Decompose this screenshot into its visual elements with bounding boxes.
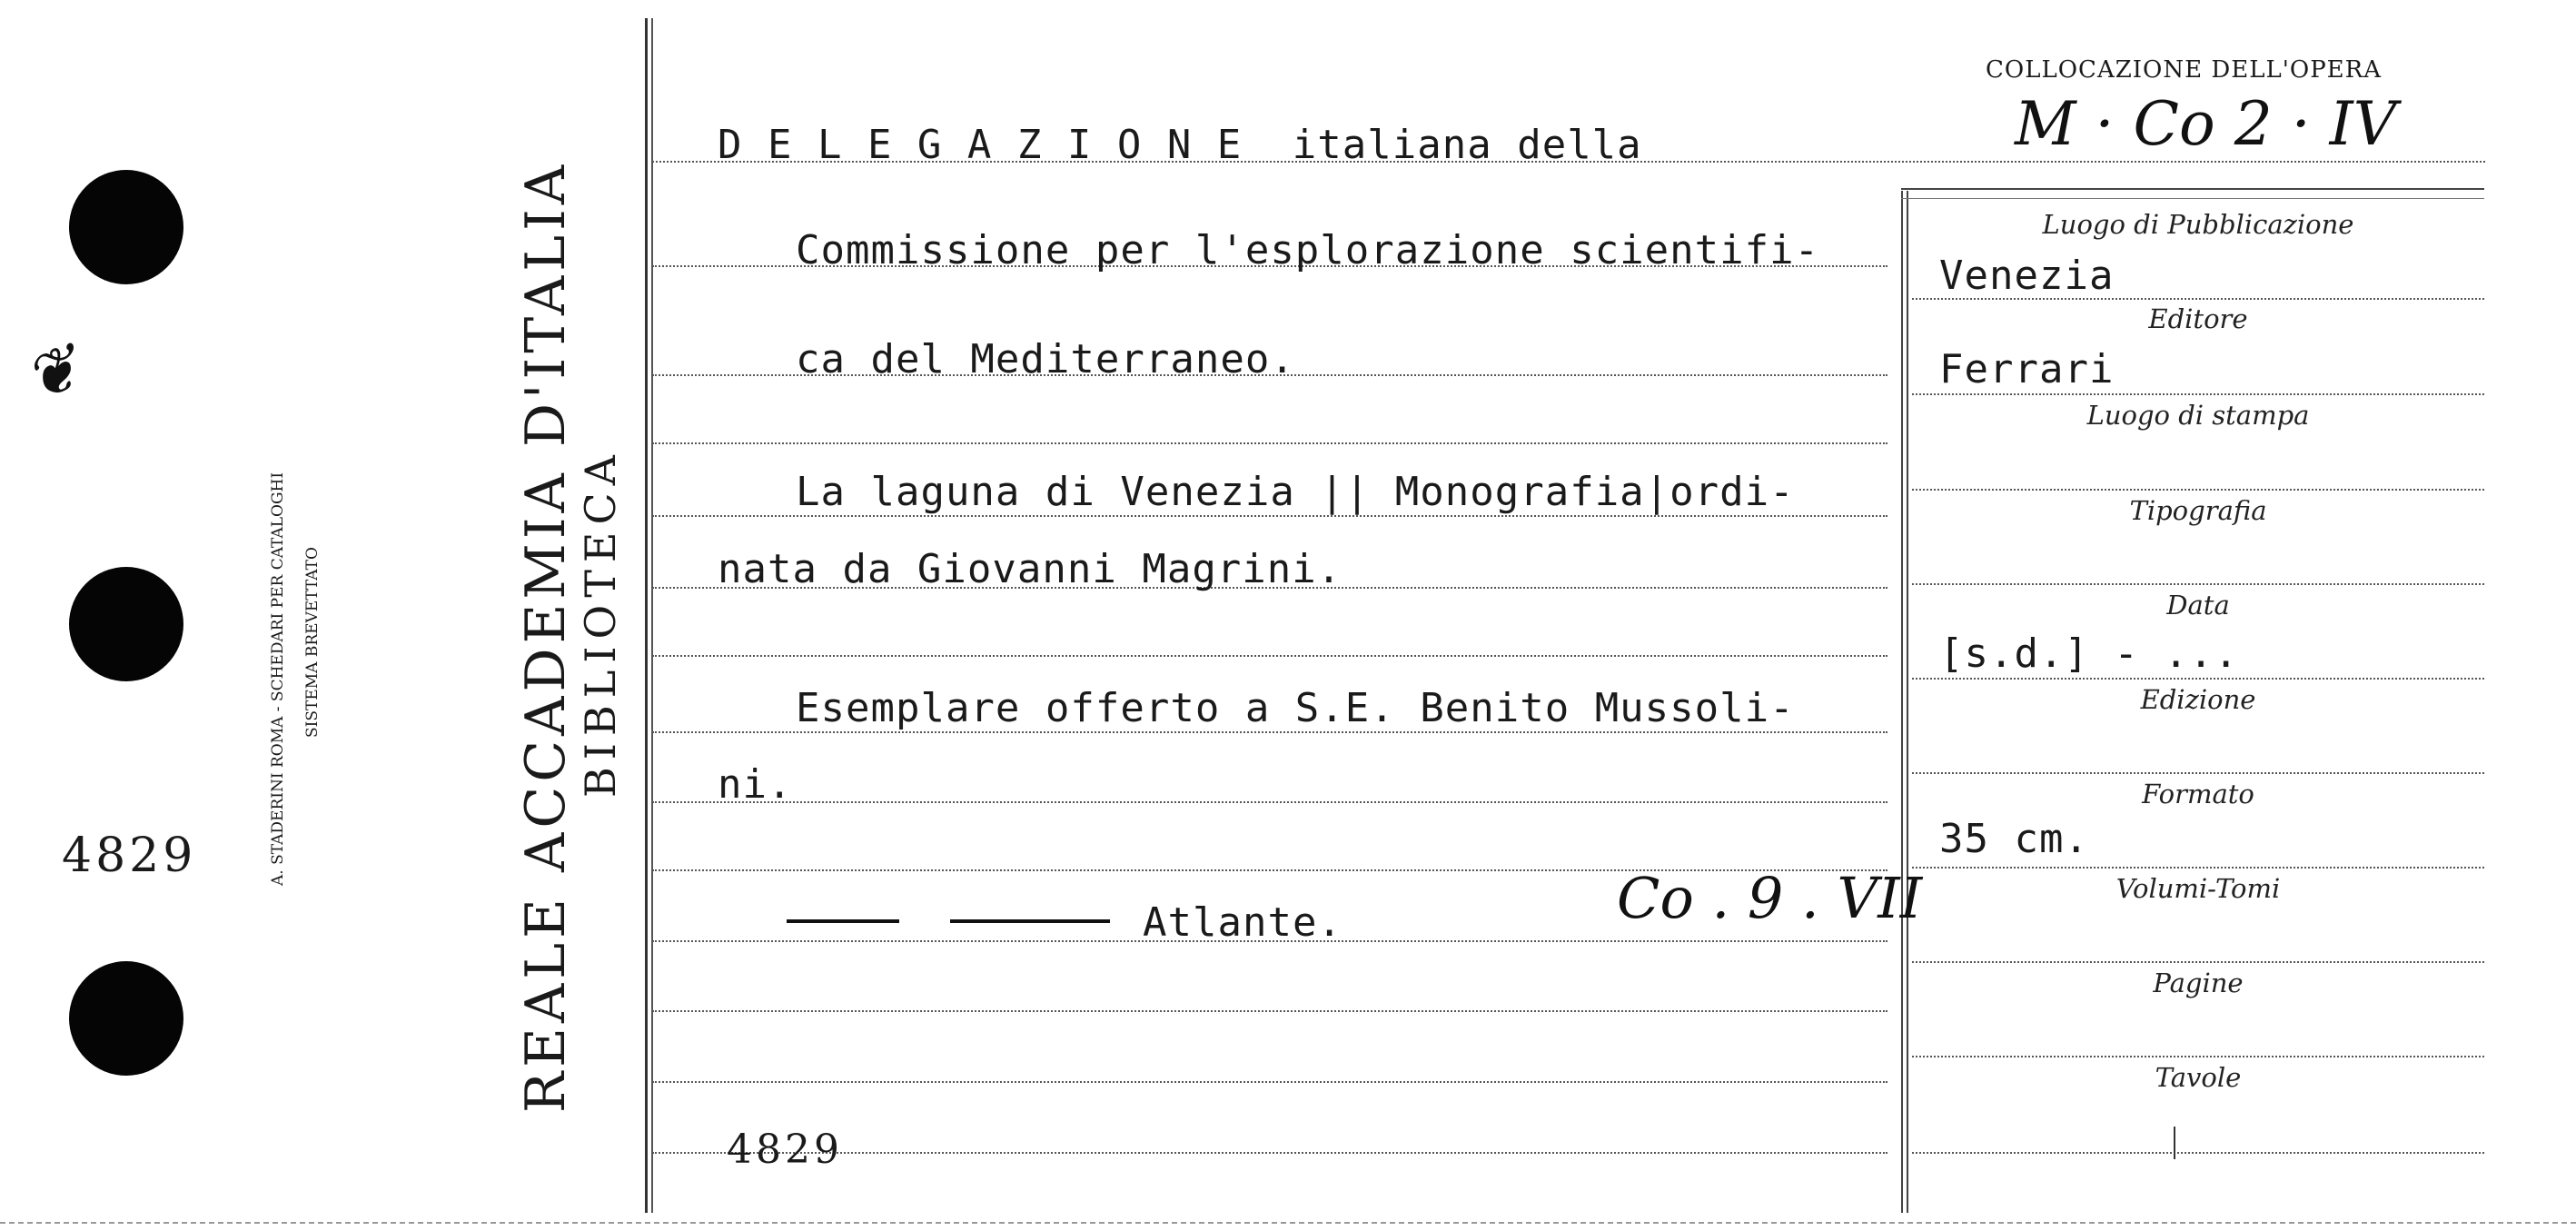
- entry-annotation: Co . 9 . VII: [1617, 865, 1923, 931]
- location-label: COLLOCAZIONE DELL'OPERA: [1986, 56, 2383, 84]
- field-label-pagine: Pagine: [2153, 968, 2244, 998]
- field-line: [1912, 772, 2484, 774]
- ruled-line: [652, 731, 1887, 733]
- field-label-luogo-pubblicazione: Luogo di Pubblicazione: [2042, 209, 2354, 240]
- tavole-tick-mark: [2174, 1127, 2175, 1159]
- field-label-luogo-stampa: Luogo di stampa: [2086, 400, 2310, 431]
- field-label-tavole: Tavole: [2155, 1062, 2242, 1093]
- field-line: [1912, 1152, 2484, 1154]
- entry-bottom-number: 4829: [727, 1127, 843, 1173]
- entry-heading: [718, 122, 1642, 168]
- ruled-line: [652, 442, 1887, 444]
- field-line: [1912, 678, 2484, 680]
- field-line: [1912, 489, 2484, 491]
- field-label-volumi-tomi: Volumi-Tomi: [2115, 873, 2281, 904]
- right-box-top-rule-2: [1901, 198, 2484, 199]
- field-value-luogo-pubblicazione: Venezia: [1939, 253, 2115, 299]
- printer-imprint-line1: A. STADERINI ROMA - SCHEDARI PER CATALOGHI: [269, 472, 287, 886]
- punch-hole-bottom: [69, 961, 183, 1076]
- entry-line-6: Esemplare offerto a S.E. Benito Mussoli-: [796, 685, 1795, 731]
- field-label-edizione: Edizione: [2140, 684, 2256, 715]
- field-label-data: Data: [2166, 590, 2230, 620]
- entry-line-2: Commissione per l'esplorazione scientifi-: [796, 227, 1820, 273]
- ruled-line: [652, 1081, 1887, 1083]
- dash-2: [950, 919, 1110, 923]
- margin-card-number: 4829: [62, 829, 197, 883]
- field-value-editore: Ferrari: [1939, 346, 2115, 392]
- field-label-formato: Formato: [2142, 779, 2254, 809]
- entry-line-4: La laguna di Venezia || Monografia|ordi-: [796, 469, 1795, 515]
- entry-line-3: ca del Mediterraneo.: [796, 336, 1295, 382]
- ruled-line: [652, 801, 1887, 803]
- printer-imprint-line2: SISTEMA BREVETTATO: [303, 547, 322, 738]
- entry-heading-spaced: D E L E G A Z I O N E: [718, 122, 1243, 168]
- field-line: [1912, 1056, 2484, 1057]
- field-line: [1912, 393, 2484, 395]
- bottom-edge: [0, 1222, 2576, 1224]
- ruled-line: [652, 655, 1887, 657]
- entry-heading-rest: italiana della: [1292, 122, 1642, 168]
- field-value-data: [s.d.] - ...: [1939, 630, 2239, 677]
- field-line: [1912, 867, 2484, 869]
- right-vertical-rule: [1901, 191, 1908, 1213]
- right-box-top-rule: [1901, 188, 2484, 190]
- dash-1: [787, 919, 899, 923]
- entry-line-5: nata da Giovanni Magrini.: [718, 546, 1342, 592]
- left-vertical-rule: [645, 18, 653, 1213]
- field-line: [1912, 583, 2484, 585]
- field-line: [1912, 961, 2484, 963]
- punch-hole-middle: [69, 567, 183, 681]
- pen-mark: ❦: [14, 329, 90, 418]
- institution-department: BIBLIOTECA: [576, 448, 625, 798]
- ruled-line: [652, 1010, 1887, 1012]
- field-label-editore: Editore: [2148, 303, 2248, 334]
- shelfmark: M · Co 2 · IV: [2015, 89, 2397, 159]
- punch-hole-top: [69, 170, 183, 284]
- field-value-formato: 35 cm.: [1939, 816, 2089, 862]
- entry-line-7: ni.: [718, 761, 793, 808]
- field-label-tipografia: Tipografia: [2129, 495, 2267, 526]
- ruled-line: [652, 515, 1887, 517]
- institution-name: REALE ACCADEMIA D'ITALIA: [514, 160, 578, 1113]
- entry-line-8: Atlante.: [1143, 899, 1342, 946]
